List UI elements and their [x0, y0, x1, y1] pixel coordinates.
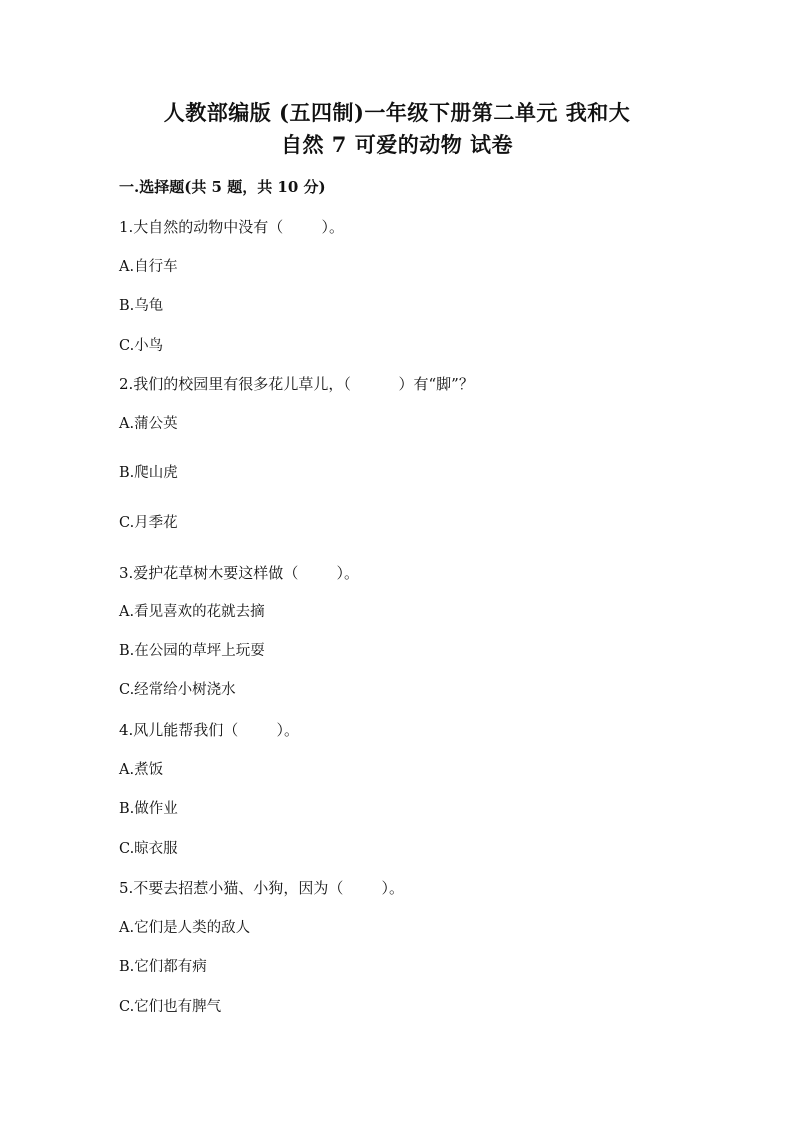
- question-1-option-a: A.自行车: [119, 259, 178, 275]
- question-1-option-c: C.小鸟: [119, 338, 164, 354]
- question-2-option-b: B.爬山虎: [119, 465, 178, 481]
- question-4-option-c: C.晾衣服: [119, 841, 178, 857]
- question-5-option-b: B.它们都有病: [119, 959, 207, 975]
- question-2-option-a: A.蒲公英: [119, 416, 178, 432]
- question-4-option-b: B.做作业: [119, 801, 178, 817]
- question-3-stem: 3.爱护花草树木要这样做（ ）。: [119, 564, 359, 582]
- question-3-option-c: C.经常给小树浇水: [119, 682, 236, 698]
- question-1-option-b: B.乌龟: [119, 298, 164, 314]
- question-2-stem: 2.我们的校园里有很多花儿草儿，（ ）有“脚”？: [119, 375, 474, 393]
- question-2-option-c: C.月季花: [119, 515, 178, 531]
- question-4-option-a: A.煮饭: [119, 762, 164, 778]
- question-5-option-c: C.它们也有脾气: [119, 999, 222, 1015]
- question-1-stem: 1.大自然的动物中没有（ ）。: [119, 218, 344, 236]
- question-3-option-a: A.看见喜欢的花就去摘: [119, 604, 265, 620]
- question-4-stem: 4.风儿能帮我们（ ）。: [119, 721, 299, 739]
- section-heading: 一.选择题(共 5 题，共 10 分): [119, 178, 326, 196]
- document-title-line-1: 人教部编版 (五四制)一年级下册第二单元 我和大: [163, 100, 631, 125]
- question-5-option-a: A.它们是人类的敌人: [119, 920, 251, 936]
- question-5-stem: 5.不要去招惹小猫、小狗，因为（ ）。: [119, 879, 404, 897]
- question-3-option-b: B.在公园的草坪上玩耍: [119, 643, 265, 659]
- document-title-line-2: 自然 7 可爱的动物 试卷: [280, 132, 514, 157]
